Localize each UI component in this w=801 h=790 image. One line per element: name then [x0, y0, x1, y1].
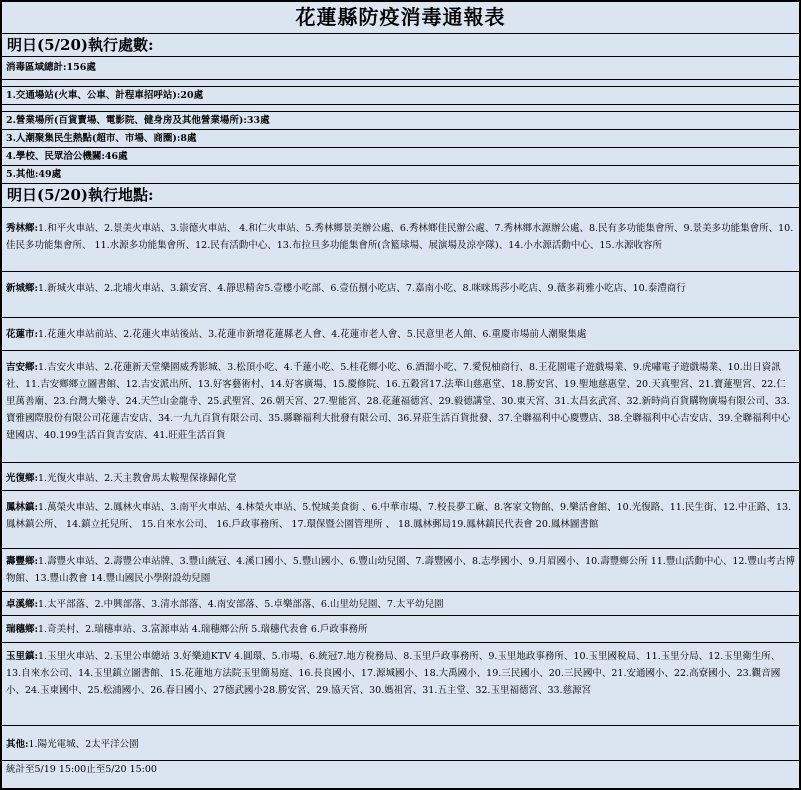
count-item-business: 2.營業場所(百貨賣場、電影院、健身房及其他營業場所):33處: [2, 112, 799, 130]
area-locations: 1.奇美村、2.瑞穗車站、3.富源車站 4.瑞穗鄉公所 5.瑞穗代表會 6.戶政事務所: [38, 624, 368, 635]
location-section-heading: 明日(5/20)執行地點:: [2, 184, 799, 208]
area-locations: 1.陽光電城、2太平洋公園: [28, 739, 139, 750]
area-name: 新城鄉:: [6, 283, 39, 294]
area-locations: 1.吉安火車站、2.花蓮新天堂樂園威秀影城、3.松頂小吃、4.千蓮小吃、5.桂花鄉小吃、6.酒溜小吃、7.愛倪柚商行、8.王花園電子遊戲場業、9.虎嘯電子遊戲場業、10.出日資訊社、11.吉安鄉鄉立圖書館、12.吉安派出所、13.好客藝術村、14.好客廣場、15.慶修院、16.五穀宮17.法華山慈惠堂、18.勝安宮、19.聖地慈惠堂、20.天真聖宮、21.寶蓮聖宮、22.仁里萬善廟、23.台灣大樂寺、24.天竺山金龍寺、25.武聖宮、26.朝天宮、27.聖能宮、28.花蓮福德宮、29.毅德講堂、30.東天宮、31.太昌玄武宮、32.新時尚百貨購物廣場有限公司、33.寶雅國際股份有限公司花蓮吉安店、34.一九九百貨有限公司、35.縣聯福利大批發有限公司、36.昇莊生活百貨批發、37.全聯福利中心慶豐店、38.全聯福利中心吉安店、39.全聯福利中心建國店、40.199生活百貨吉安店、41.旺莊生活百貨: [6, 362, 791, 441]
area-name: 卓溪鄉:: [6, 599, 39, 610]
area-name: 玉里鎮:: [6, 651, 39, 662]
area-guangfu: [2, 463, 799, 491]
count-item-transport: 1.交通場站(火車、公車、計程車招呼站):20處: [2, 87, 799, 105]
area-shoufeng: [2, 549, 799, 592]
area-yuli: [2, 643, 799, 726]
spacer-row: [2, 105, 799, 112]
area-jian: [2, 351, 799, 463]
count-section-heading: 明日(5/20)執行處數:: [2, 34, 799, 57]
area-xiulin: [2, 208, 799, 272]
area-name: 壽豐鄉:: [6, 556, 39, 567]
area-name: 鳳林鎮:: [6, 502, 39, 513]
count-item-schools-agencies: 4.學校、民眾洽公機關:46處: [2, 148, 799, 166]
area-xincheng: [2, 272, 799, 318]
area-locations: 1.壽豐火車站、2.壽豐公車站牌、3.豐山統冠、4.溪口國小、5.豐山國小、6.豐山幼兒園、7.壽豐國小、8.志學國小、9.月眉國小、10.壽豐鄉公所 11.豐山活動中心、12.豐山考古博物館、13.豐山教會 14.豐山國民小學附設幼兒園: [6, 556, 795, 584]
page-title: 花蓮縣防疫消毒通報表: [2, 2, 799, 34]
area-zhuoxi: [2, 592, 799, 616]
area-name: 吉安鄉:: [6, 362, 39, 373]
area-locations: 1.和平火車站、2.景美火車站、3.崇德火車站、 4.和仁火車站、5.秀林鄉景美辦公處、6.秀林鄉佳民辦公處、7.秀林鄉水源辦公處、8.民有多功能集會所、9.景美多功能集會所、10.佳民多功能集會所、 11.水源多功能集會所、12.民有活動中心、13.布拉旦多功能集會所(含籃球場、展演場及涼亭隊)、14.小水源活動中心、15.水源收容所: [6, 223, 794, 251]
area-locations: 1.光復火車站、2.天主教會馬太鞍聖保祿歸化堂: [38, 473, 237, 484]
area-name: 花蓮市:: [6, 329, 39, 340]
area-locations: 1.太平部落、2.中興部落、3.清水部落、4.南安部落、5.卓樂部落、6.山里幼兒園、7.太平幼兒園: [38, 599, 444, 610]
count-item-crowd-hotspots: 3.人潮聚集民生熱點(超市、市場、商圈):8處: [2, 130, 799, 148]
area-ruisui: [2, 616, 799, 643]
total-count: 消毒區域總計:156處: [2, 57, 799, 80]
area-locations: 1.新城火車站、2.北埔火車站、3.鎮安宮、4.靜思精舍5.壹樓小吃部、6.壹伍捌小吃店、7.嘉南小吃、8.咪咪馬莎小吃店、9.薇多莉雅小吃店、10.泰澧商行: [38, 283, 686, 294]
area-other: [2, 726, 799, 761]
area-locations: 1.萬榮火車站、2.鳳林火車站、3.南平火車站、4.林榮火車站、5.悅城美食街 、6.中華市場、7.校長夢工廠、8.客家文物館、9.樂活會館、10.光復路、11.民生街、12.中正路、13.鳳林鎮公所、 14.鎮立托兒所、 15.自來水公司、 16.戶政事務所、 17.環保暨公園管理所 、 18.鳳林郵局19.鳳林鎮民代表會 20.鳳林圖書館: [6, 502, 792, 530]
spacer-row: [2, 80, 799, 87]
area-fenglin: [2, 491, 799, 549]
area-name: 秀林鄉:: [6, 223, 39, 234]
area-name: 其他:: [6, 739, 29, 750]
count-item-other: 5.其他:49處: [2, 166, 799, 184]
area-name: 瑞穗鄉:: [6, 624, 39, 635]
area-locations: 1.玉里火車站、2.玉里公車總站 3.好樂迪KTV 4.圓環、5.市場、6.統冠7.地方稅務局、8.玉里戶政事務所、9.玉里地政事務所、10.玉里國稅局、11.玉里分局、12.玉里衛生所、13.自來水公司、14.玉里鎮立圖書館、15.花蓮地方法院玉里簡易庭、16.長良國小、17.源城國小、18.大禹國小、19.三民國小、20.三民國中、21.安通國小、22.高寮國小、23.觀音國小、24.玉東國中、25.松浦國小、26.春日國小、27德武國小28.勝安宮、29.協天宮、30.媽祖宮、31.五主堂、32.玉里福德宮、33.慈源宮: [6, 651, 781, 696]
area-name: 光復鄉:: [6, 473, 39, 484]
area-hualien-city: [2, 318, 799, 351]
area-locations: 1.花蓮火車站前站、2.花蓮火車站後站、3.花蓮市新增花蓮縣老人會、4.花蓮市老人會、5.民意里老人館、6.重慶市場前人潮聚集處: [38, 329, 587, 340]
stats-period-note: 統計至5/19 15:00止至5/20 15:00: [2, 761, 799, 778]
